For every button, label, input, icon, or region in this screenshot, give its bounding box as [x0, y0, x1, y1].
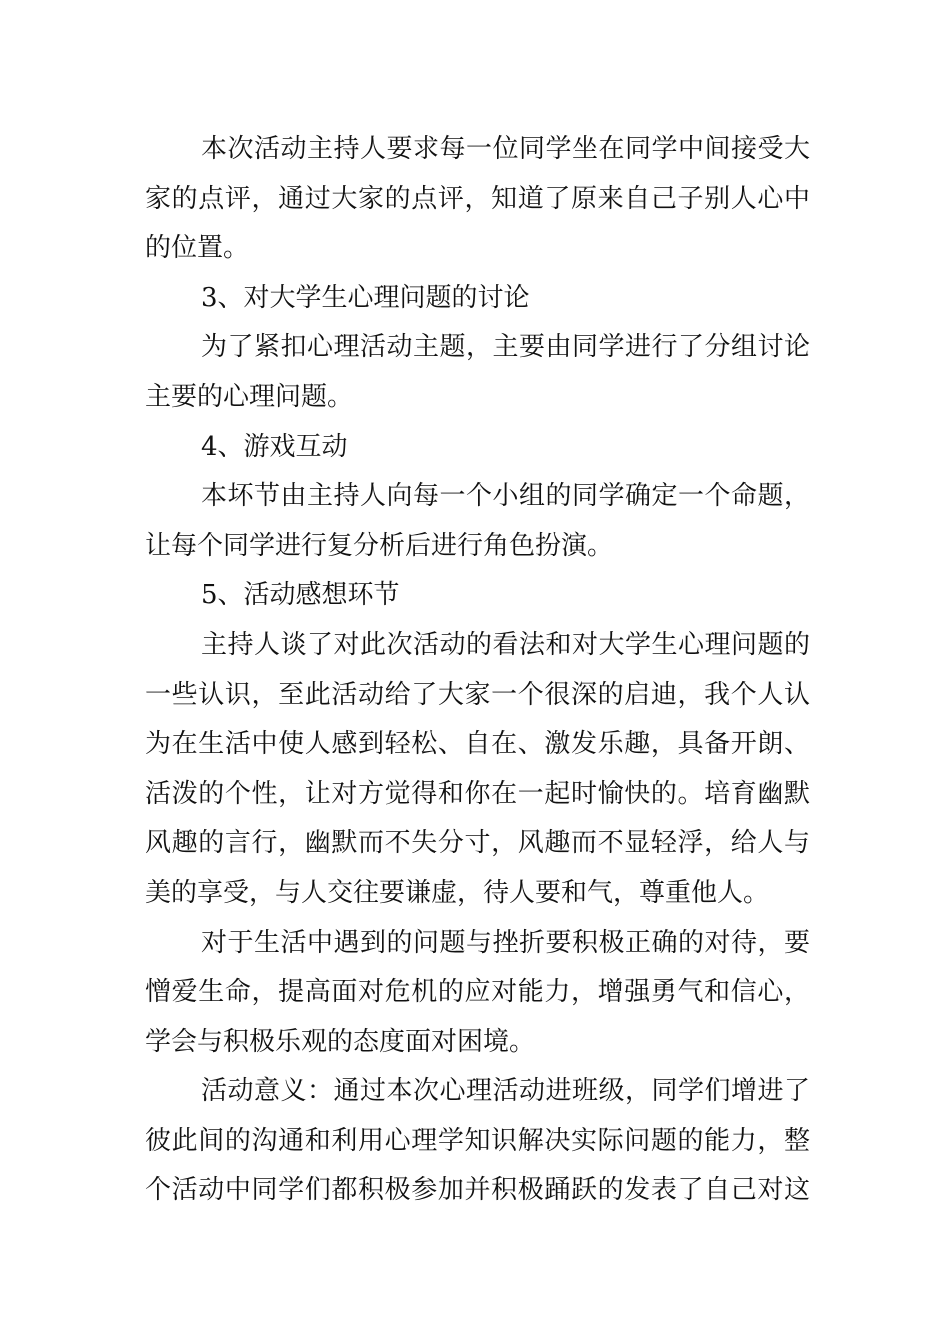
paragraph-1-line-1: 本次活动主持人要求每一位同学坐在同学中间接受大 — [201, 134, 810, 164]
paragraph-6-line-1: 活动意义：通过本次心理活动进班级，同学们增进了 — [201, 1076, 810, 1107]
paragraph-2-line-1: 为了紧扣心理活动主题，主要由同学进行了分组讨论 — [201, 332, 810, 363]
paragraph-3-line-1: 本坏节由主持人向每一个小组的同学确定一个命题， — [201, 481, 810, 512]
section-heading-5: 5、活动感想环节 — [201, 580, 400, 611]
section-heading-3: 3、对大学生心理问题的讨论 — [201, 282, 530, 313]
paragraph-3-line-2: 让每个同学进行复分析后进行角色扮演。 — [145, 530, 614, 561]
section-heading-4: 4、游戏互动 — [201, 431, 348, 462]
paragraph-4-line-5: 风趣的言行，幽默而不失分寸，风趣而不显轻浮，给人与 — [145, 828, 810, 859]
paragraph-1-line-3: 的位置。 — [145, 233, 250, 264]
paragraph-1-line-2: 家的点评，通过大家的点评，知道了原来自己子别人心中 — [145, 183, 810, 214]
paragraph-5-line-2: 憎爱生命，提高面对危机的应对能力，增强勇气和信心， — [145, 977, 810, 1008]
paragraph-5-line-1: 对于生活中遇到的问题与挫折要积极正确的对待，要 — [201, 927, 810, 958]
paragraph-6-line-3: 个活动中同学们都积极参加并积极踊跃的发表了自己对这 — [145, 1175, 810, 1206]
paragraph-4-line-1: 主持人谈了对此次活动的看法和对大学生心理问题的 — [201, 629, 810, 660]
paragraph-4-line-3: 为在生活中使人感到轻松、自在、激发乐趣，具备开朗、 — [145, 729, 810, 760]
paragraph-5-line-3: 学会与积极乐观的态度面对困境。 — [145, 1026, 536, 1057]
paragraph-4-line-4: 活泼的个性，让对方觉得和你在一起时愉快的。培育幽默 — [145, 778, 810, 809]
paragraph-4-line-6: 美的享受，与人交往要谦虚，待人要和气，尊重他人。 — [145, 877, 770, 908]
paragraph-6-line-2: 彼此间的沟通和利用心理学知识解决实际问题的能力，整 — [145, 1125, 810, 1156]
paragraph-2-line-2: 主要的心理问题。 — [145, 381, 354, 412]
paragraph-4-line-2: 一些认识，至此活动给了大家一个很深的启迪，我个人认 — [145, 679, 810, 710]
document-body — [145, 125, 810, 1216]
